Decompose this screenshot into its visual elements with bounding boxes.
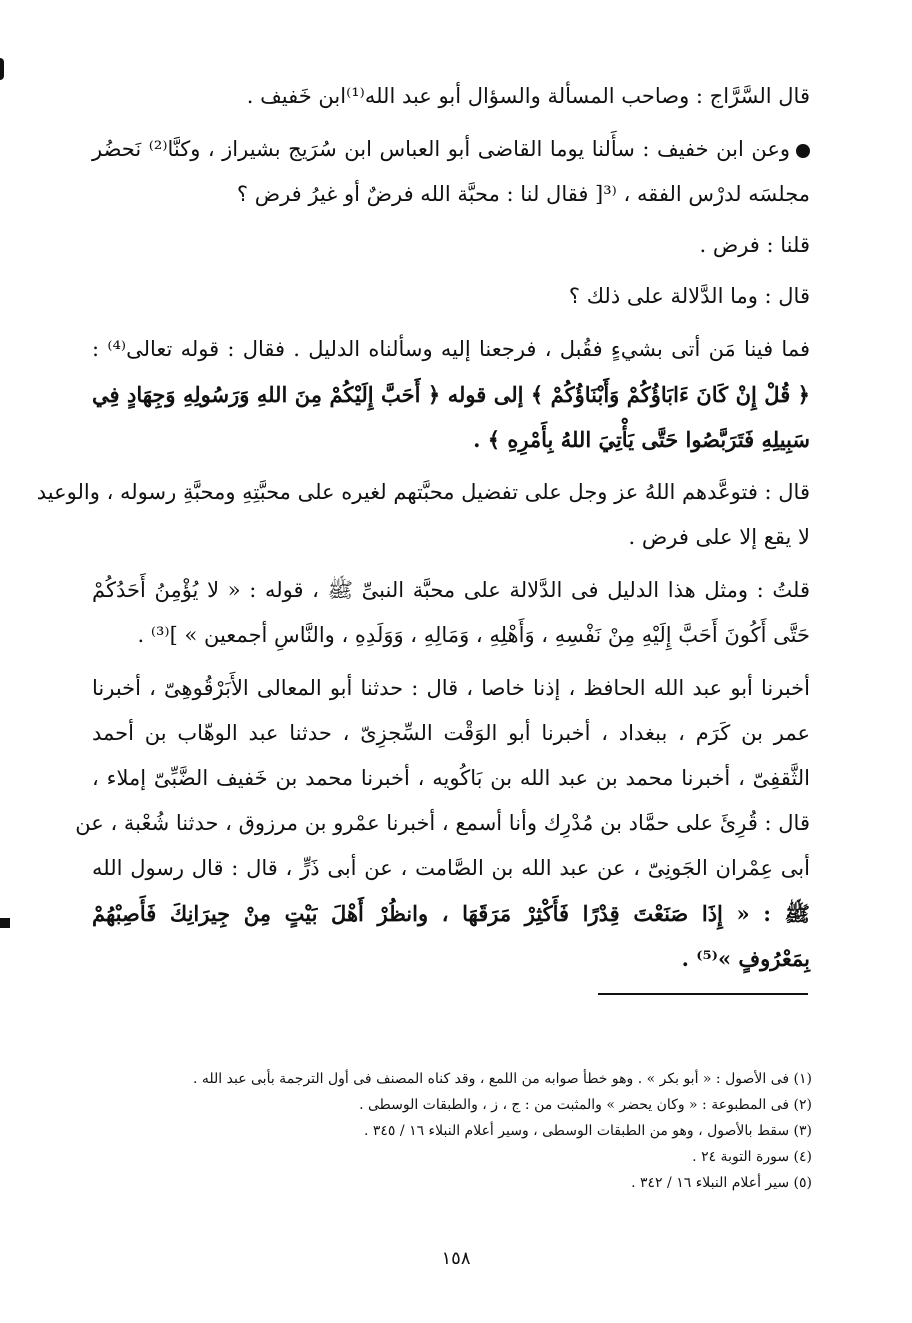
footnote: (٢) فى المطبوعة : « وكان يحضر » والمثبت من : ج ، ز ، والطبقات الوسطى . [359, 1097, 812, 1113]
bullet-icon [796, 144, 810, 158]
text-line: فما فينا مَن أتى بشيءٍ فقُبل ، فرجعنا إليه وسألناه الدليل . فقال : قوله تعالى⁽⁴⁾ : [92, 337, 810, 361]
paragraph [92, 127, 810, 217]
quran-verse-line: ﴿ قُلْ إِنْ كَانَ ءَابَاؤُكُمْ وَأَبْنَاؤُكُمْ ﴾ إلى قوله ﴿ أَحَبَّ إِلَيْكُمْ مِنَ اللهِ وَرَسُولِهِ وَجِهَادٍ فِي [92, 382, 810, 407]
hadith-line: ﷺ : « إِذَا صَنَعْتَ قِدْرًا فَأَكْثِرْ مَرَقَهَا ، وانظُرْ أَهْلَ بَيْتٍ مِنْ جِيرَانِكَ فَأَصِبْهُمْ [92, 901, 810, 926]
paragraph [92, 274, 810, 319]
footnotes [110, 1066, 812, 1196]
footnote: (١) فى الأصول : « أبو بكر » . وهو خطأ صوابه من اللمع ، وقد كناه المصنف فى أول الترجمة بأبى عبد الله . [192, 1071, 812, 1087]
text-line: حَتَّى أَكُونَ أَحَبَّ إِلَيْهِ مِنْ نَفْسِهِ ، وَأَهْلِهِ ، وَمَالِهِ ، وَوَلَدِهِ ، والنَّاسِ أجمعين » ]⁽³⁾ . [137, 623, 810, 647]
text-line: مجلسَه لدرْس الفقه ، ⁽³[ فقال لنا : محبَّة الله فرضٌ أو غيرُ فرض ؟ [236, 182, 810, 206]
text-line: قال : قُرِئَ على حمَّاد بن مُدْرِك وأنا أسمع ، أخبرنا عمْرو بن مرزوق ، حدثنا شُعْبة ، عن [75, 811, 810, 835]
footnote: (٤) سورة التوبة ٢٤ . [692, 1149, 812, 1165]
footnote: (٣) سقط بالأصول ، وهو من الطبقات الوسطى ، وسير أعلام النبلاء ١٦ / ٣٤٥ . [363, 1123, 812, 1139]
main-text [36, 74, 810, 987]
scan-edge-mark [0, 58, 4, 80]
quran-verse-line: سَبِيلِهِ فَتَرَبَّصُوا حَتَّى يَأْتِيَ اللهُ بِأَمْرِهِ ﴾ . [473, 427, 810, 452]
hadith-line: بِمَعْرُوفٍ »⁽⁵⁾ . [681, 946, 810, 971]
text-line-content: وعن ابن خفيف : سأَلنا يوما القاضى أبو العباس ابن سُرَيج بشيراز ، وكنَّا⁽²⁾ نَحضُر [92, 137, 791, 161]
text-line: الثَّقفِىّ ، أخبرنا محمد بن عبد الله بن بَاكُويه ، أخبرنا محمد بن خَفيف الضَّبِّىّ إملاء ، [92, 766, 810, 790]
text-line: قال : وما الدَّلالة على ذلك ؟ [568, 284, 810, 308]
paragraph [92, 223, 810, 268]
scan-edge-mark [0, 918, 10, 928]
text-line: قال : فتوعَّدهم اللهُ عز وجل على تفضيل محبَّتهم لغيره على محبَّتِهِ ومحبَّةِ رسوله ، والوعيد [36, 480, 810, 504]
text-line: قال السَّرَّاج : وصاحب المسألة والسؤال أبو عبد الله⁽¹⁾ابن خَفيف . [246, 84, 810, 108]
paragraph [36, 470, 810, 560]
text-line: أبى عِمْران الجَونِىّ ، عن عبد الله بن الصَّامت ، عن أبى ذَرٍّ ، قال : قال رسول الله [92, 856, 810, 880]
text-line [92, 127, 810, 172]
paragraph [92, 568, 810, 658]
text-line: لا يقع إلا على فرض . [628, 525, 810, 549]
text-line: قلتُ : ومثل هذا الدليل فى الدَّلالة على محبَّة النبىِّ ﷺ ، قوله : « لا يُؤْمِنُ أَحَدُكُمْ [92, 578, 810, 602]
paragraph [75, 666, 810, 981]
paragraph [92, 74, 810, 119]
paragraph [92, 327, 810, 462]
footnote: (٥) سير أعلام النبلاء ١٦ / ٣٤٢ . [631, 1175, 812, 1191]
page-number: ١٥٨ [441, 1248, 471, 1269]
footnote-separator [598, 993, 808, 995]
text-line: قلنا : فرض . [699, 233, 810, 257]
text-line: عمر بن كَرَم ، ببغداد ، أخبرنا أبو الوَقْت السِّجزِىّ ، حدثنا عبد الوهّاب بن أحمد [92, 721, 810, 745]
text-line: أخبرنا أبو عبد الله الحافظ ، إذنا خاصا ، قال : حدثنا أبو المعالى الأَبَرْقُوهِىّ ، أخبرنا [92, 676, 810, 700]
